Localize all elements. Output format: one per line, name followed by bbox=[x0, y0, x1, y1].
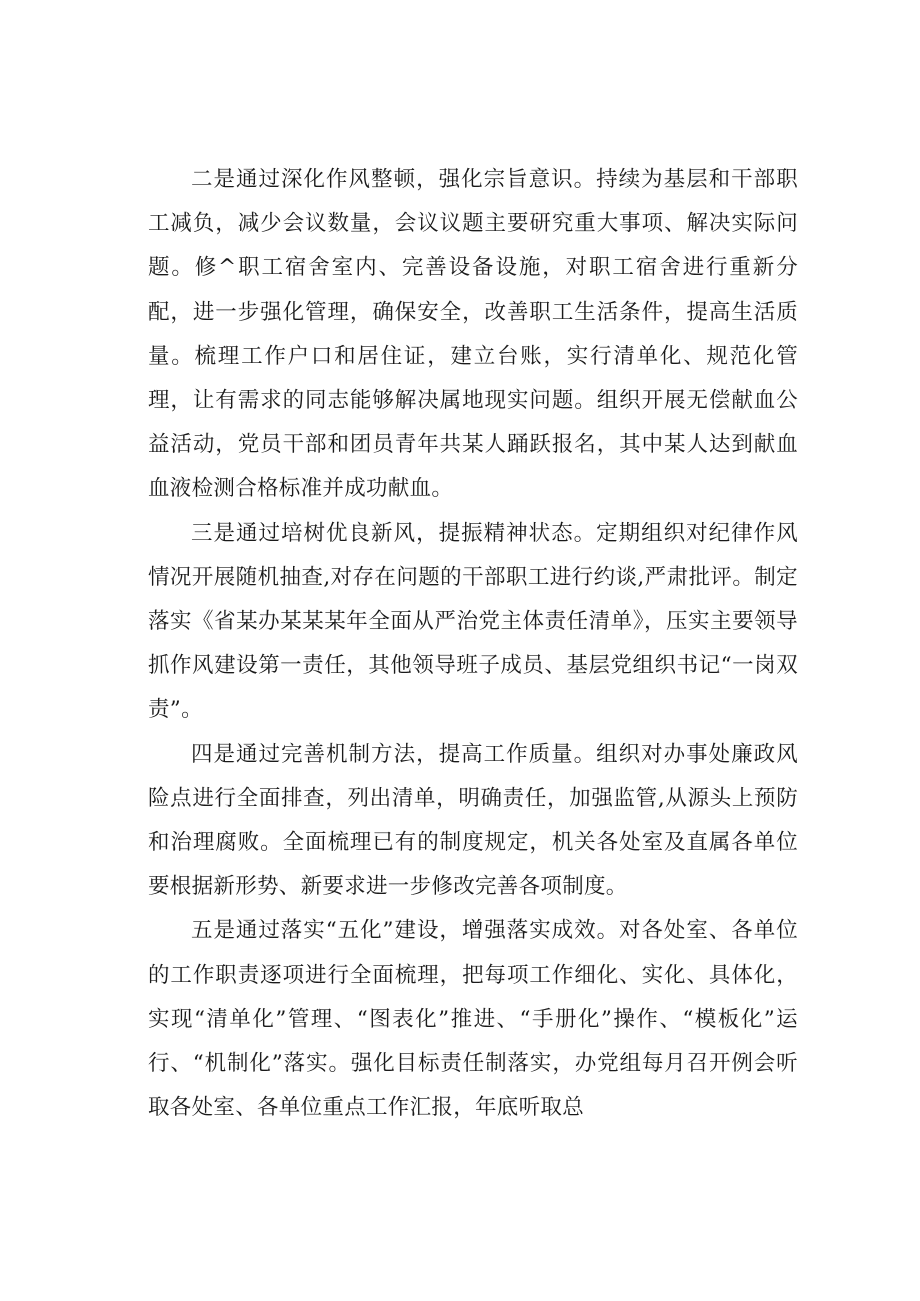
paragraph-work-style: 二是通过深化作风整顿，强化宗旨意识。持续为基层和干部职工减负，减少会议数量，会议议题主要研究重大事项、解决实际问题。修^职工宿舍室内、完善设备设施，对职工宿舍进行重新分配，进一步强化管理，确保安全，改善职工生活条件，提高生活质量。梳理工作户口和居住证，建立台账，实行清单化、规范化管理，让有需求的同志能够解决属地现实问题。组织开展无偿献血公益活动，党员干部和团员青年共某人踊跃报名，其中某人达到献血血液检测合格标准并成功献血。 bbox=[148, 167, 798, 502]
document-body bbox=[148, 158, 798, 1130]
paragraph-five-modernizations: 五是通过落实“五化”建设，增强落实成效。对各处室、各单位的工作职责逐项进行全面梳理，把每项工作细化、实化、具体化，实现“清单化”管理、“图表化”推进、“手册化”操作、“模板化”运行、“机制化”落实。强化目标责任制落实，办党组每月召开例会听取各处室、各单位重点工作汇报，年底听取总 bbox=[148, 918, 798, 1121]
paragraph-mechanisms: 四是通过完善机制方法，提高工作质量。组织对办事处廉政风险点进行全面排查，列出清单，明确责任，加强监管,从源头上预防和治理腐败。全面梳理已有的制度规定，机关各处室及直属各单位要根据新形势、新要求进一步修改完善各项制度。 bbox=[148, 741, 798, 900]
paragraph-new-culture: 三是通过培树优良新风，提振精神状态。定期组织对纪律作风情况开展随机抽查,对存在问题的干部职工进行约谈,严肃批评。制定落实《省某办某某某年全面从严治党主体责任清单》，压实主要领导抓作风建设第一责任，其他领导班子成员、基层党组织书记“一岗双责”。 bbox=[148, 520, 798, 723]
